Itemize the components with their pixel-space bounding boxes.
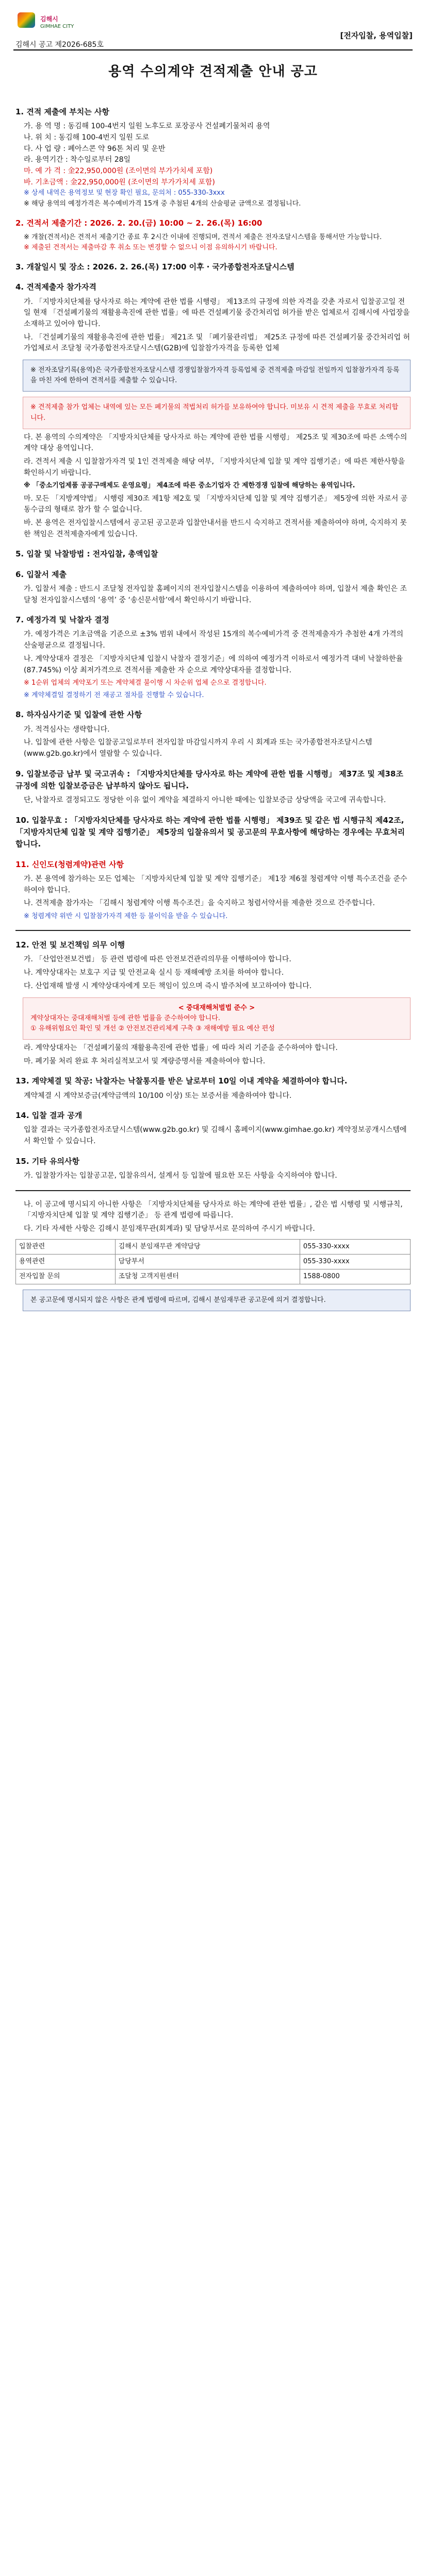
section-heading: 11. 신인도(청렴계약)관련 사항 <box>15 859 124 869</box>
paragraph: 나. 견적제출 참가자는 「김해시 청렴계약 이행 특수조건」을 숙지하고 청렴서약서를 제출한 것으로 간주합니다. <box>24 899 375 908</box>
section-heading: 10. 입찰무효 : 「지방자치단체를 당사자로 하는 계약에 관한 법률 시행령」 제39조 및 같은 법 시행규칙 제42조, 「지방자치단체 입찰 및 계약 집행기준」 제5장의 입찰유의서 및 공고문의 무효사항에 해당하는 경우에는 무효처리합니다. <box>15 815 405 849</box>
table-cell: 김해시 분임재무관 계약담당 <box>115 1239 300 1254</box>
box-line: ① 유해위험요인 확인 및 개선 ② 안전보건관리체계 구축 ③ 재해예방 필요 예산 편성 <box>30 1024 275 1032</box>
note: ※ 청렴계약 위반 시 입찰참가자격 제한 등 불이익을 받을 수 있습니다. <box>24 912 228 921</box>
paragraph: 가. 입찰서 제출 : 반드시 조달청 전자입찰 홈페이지의 전자입찰시스템을 이용하여 제출하여야 하며, 입찰서 제출 확인은 조달청 전자입찰시스템의 ‘용역’ 중 ‘송신문서함’에서 확인하시기 바랍니다. <box>24 584 407 604</box>
section-4 <box>15 281 411 540</box>
table-cell: 055-330-xxxx <box>300 1239 410 1254</box>
note: ※ 제출된 견적서는 제출마감 후 취소 또는 변경할 수 없으니 이점 유의하시기 바랍니다. <box>24 244 277 252</box>
table-cell: 담당부서 <box>115 1255 300 1269</box>
section-1 <box>15 106 411 209</box>
paragraph: 라. 계약상대자는 「건설폐기물의 재활용촉진에 관한 법률」에 따라 처리 기준을 준수하여야 합니다. <box>24 1043 338 1052</box>
table-cell: 조달청 고객지원센터 <box>115 1269 300 1284</box>
table-cell: 용역관련 <box>16 1255 116 1269</box>
paragraph: 나. 계약상대자 결정은 「지방자치단체 입찰시 낙찰자 결정기준」에 의하여 예정가격 이하로서 예정가격 대비 낙찰하한율(87.745%) 이상 최저가격으로 견적서를 제출한 자 순으로 계약상대자를 결정합니다. <box>24 654 403 674</box>
paragraph: 나. 「건설폐기물의 재활용촉진에 관한 법률」 제21조 및 「폐기물관리법」 제25조 규정에 따른 건설폐기물 중간처리업 허가업체로서 조달청 국가종합전자조달시스템(G2B)에 입찰참가자격을 등록한 업체 <box>24 333 410 353</box>
note: ※ 상세 내역은 용역정보 및 현장 확인 필요, 문의처 : 055-330-3xxx <box>24 189 225 197</box>
page-title: 용역 수의계약 견적제출 안내 공고 <box>108 64 318 79</box>
logo-text: 김해시 <box>40 15 58 23</box>
paragraph: 나. 입찰에 관한 사항은 입찰공고일로부터 전자입찰 마감일시까지 우리 시 회계과 또는 국가종합전자조달시스템(www.g2b.go.kr)에서 열람할 수 있습니다. <box>24 738 372 758</box>
info-box: ※ 전자조달기록(용역)은 국가종합전자조달시스템 경쟁입찰참가자격 등록업체 중 견적제출 마감일 전일까지 입찰참가자격 등록을 마친 자에 한하여 견적서를 제출할 수 있습니다. <box>23 360 411 392</box>
section-heading: 4. 견적제출자 참가자격 <box>15 282 96 292</box>
logo-sub: GIMHAE CITY <box>40 24 74 29</box>
paragraph: 가. 예정가격은 기초금액을 기준으로 ±3% 범위 내에서 작성된 15개의 복수예비가격 중 견적제출자가 추첨한 4개 가격의 산술평균으로 결정됩니다. <box>24 630 403 650</box>
paragraph: 라. 견적서 제출 시 입찰참가자격 및 1인 견적제출 해당 여부, 「지방자치단체 입찰 및 계약 집행기준」에 따른 제한사항을 확인하시기 바랍니다. <box>24 457 405 477</box>
paragraph: 입찰 결과는 국가종합전자조달시스템(www.g2b.go.kr) 및 김해시 홈페이지(www.gimhae.go.kr) 계약정보공개시스템에서 확인할 수 있습니다. <box>24 1126 407 1146</box>
note: ※ 개찰(견적서)은 견적서 제출기간 종료 후 2시간 이내에 진행되며, 견적서 제출은 전자조달시스템을 통해서만 가능합니다. <box>24 233 382 241</box>
warning-box: ※ 견적제출 참가 업체는 내역에 있는 모든 폐기물의 적법처리 허가를 보유하여야 합니다. 미보유 시 견적 제출을 무효로 처리합니다. <box>23 397 411 429</box>
paragraph: 마. 모든 「지방계약법」 시행령 제30조 제1항 제2호 및 「지방자치단체 입찰 및 계약 집행기준」 제5장에 의한 자로서 공동수급의 형태로 참가 할 수 없습니다. <box>24 494 408 514</box>
section-heading: 13. 계약체결 및 착공: 낙찰자는 낙찰통지를 받은 날로부터 10일 이내 계약을 체결하여야 합니다. <box>15 1076 348 1086</box>
note: ※ 해당 용역의 예정가격은 복수예비가격 15개 중 추첨된 4개의 산술평균 금액으로 결정됩니다. <box>24 199 301 208</box>
paragraph: 가. 입찰참가자는 입찰공고문, 입찰유의서, 설계서 등 입찰에 필요한 모든 사항을 숙지하여야 합니다. <box>24 1172 337 1180</box>
logo-mark-icon <box>18 12 35 28</box>
section-heading: 12. 안전 및 보건책임 의무 이행 <box>15 940 125 950</box>
safety-box <box>23 997 411 1040</box>
section-2 <box>15 217 411 253</box>
section-8 <box>15 709 411 759</box>
notice-number: 김해시 공고 제2026-685호 <box>15 41 104 49</box>
paragraph: 가. 적격심사는 생략합니다. <box>24 725 110 734</box>
paragraph: 계약체결 시 계약보증금(계약금액의 10/100 이상) 또는 보증서를 제출하여야 합니다. <box>24 1091 292 1100</box>
section-11 <box>15 859 411 922</box>
section-heading: 5. 입찰 및 낙찰방법 : 전자입찰, 총액입찰 <box>15 549 158 559</box>
info-row: 라. 용역기간 : 착수일로부터 28일 <box>24 156 131 164</box>
info-row: 가. 용 역 명 : 동김해 100-4번지 일원 노후도로 포장공사 건설폐기물처리 용역 <box>24 122 270 131</box>
section-7 <box>15 614 411 701</box>
header-rule <box>13 49 413 50</box>
table-cell: 전자입찰 문의 <box>16 1269 116 1284</box>
note: ※ 계약체결일 결정하기 전 재공고 절차를 진행할 수 있습니다. <box>24 691 204 700</box>
section-5 <box>15 548 411 560</box>
box-title: < 중대재해처벌법 준수 > <box>178 1004 255 1012</box>
contact-table <box>15 1239 411 1284</box>
paragraph: 다. 기타 자세한 사항은 김해시 분임재무관(회계과) 및 담당부서로 문의하여 주시기 바랍니다. <box>24 1225 315 1233</box>
table-cell: 입찰관련 <box>16 1239 116 1254</box>
table-row <box>16 1239 411 1254</box>
table-cell: 1588-0800 <box>300 1269 410 1284</box>
box-line: 계약상대자는 중대재해처벌 등에 관한 법률을 준수하여야 합니다. <box>30 1014 220 1022</box>
section-heading: 8. 하자심사기준 및 입찰에 관한 사항 <box>15 710 142 720</box>
paragraph: 나. 계약상대자는 보호구 지급 및 안전교육 실시 등 재해예방 조치를 하여야 합니다. <box>24 969 284 977</box>
table-row <box>16 1255 411 1269</box>
section-12 <box>15 939 411 1067</box>
info-row: 마. 예 가 격 : 金22,950,000원 (조이면의 부가가치세 포함) <box>24 167 213 175</box>
section-heading: 2. 견적서 제출기간 : 2026. 2. 20.(금) 10:00 ~ 2. 26.(목) 16:00 <box>15 218 263 228</box>
info-row: 다. 사 업 량 : 폐아스콘 약 96톤 처리 및 운반 <box>24 144 166 153</box>
paragraph: 가. 「산업안전보건법」 등 관련 법령에 따른 안전보건관리의무를 이행하여야 합니다. <box>24 955 291 964</box>
divider <box>15 1190 411 1191</box>
notice-tags: [전자입찰, 용역입찰] <box>340 31 413 40</box>
info-row: 나. 위 치 : 동김해 100-4번지 일원 도로 <box>24 133 150 142</box>
divider <box>15 930 411 931</box>
section-3 <box>15 261 411 273</box>
paragraph: 가. 「지방자치단체를 당사자로 하는 계약에 관한 법률 시행령」 제13조의 규정에 의한 자격을 갖춘 자로서 입찰공고일 전일 현재 「건설폐기물의 재활용촉진에 관한 법률」에 따른 건설폐기물 중간처리업 허가를 받은 업체로서 김해시에 사업장을 소재하고 있어야 합니다. <box>24 297 410 329</box>
note: ※ 1순위 업체의 계약포기 또는 계약체결 불이행 시 차순위 업체 순으로 결정합니다. <box>24 679 267 687</box>
section-heading: 1. 견적 제출에 부치는 사항 <box>15 107 109 116</box>
section-13 <box>15 1075 411 1101</box>
paragraph: 단, 낙찰자로 결정되고도 정당한 이유 없이 계약을 체결하지 아니한 때에는 입찰보증금 상당액을 국고에 귀속합니다. <box>24 796 386 805</box>
notice-body <box>15 98 411 1314</box>
section-10 <box>15 815 411 851</box>
paragraph: 바. 본 용역은 전자입찰시스템에서 공고된 공고문과 입찰안내서를 반드시 숙지하고 견적서를 제출하여야 하며, 숙지하지 못한 책임은 견적제출자에게 있습니다. <box>24 518 407 538</box>
section-15 <box>15 1156 411 1182</box>
paragraph: 마. 폐기물 처리 완료 후 처리실적보고서 및 계량증명서를 제출하여야 합니다. <box>24 1057 266 1065</box>
paragraph: 가. 본 용역에 참가하는 모든 업체는 「지방자치단체 입찰 및 계약 집행기준」 제1장 제6절 청렴계약 이행 특수조건을 준수하여야 합니다. <box>24 874 407 894</box>
section-heading: 14. 입찰 결과 공개 <box>15 1111 83 1121</box>
paragraph: 나. 이 공고에 명시되지 아니한 사항은 「지방자치단체를 당사자로 하는 계약에 관한 법률」, 같은 법 시행령 및 시행규칙, 「지방자치단체 입찰 및 계약 집행기준」 등 관계 법령에 따릅니다. <box>24 1200 403 1220</box>
section-14 <box>15 1110 411 1147</box>
paragraph: 다. 본 용역의 수의계약은 「지방자치단체를 당사자로 하는 계약에 관한 법률 시행령」 제25조 및 제30조에 따른 소액수의계약 대상 용역입니다. <box>24 433 407 453</box>
table-cell: 055-330-xxxx <box>300 1255 410 1269</box>
table-row <box>16 1269 411 1284</box>
section-heading: 15. 기타 유의사항 <box>15 1156 79 1166</box>
footer-notes <box>15 1199 411 1312</box>
section-heading: 3. 개찰일시 및 장소 : 2026. 2. 26.(목) 17:00 이후 ‧ 국가종합전자조달시스템 <box>15 262 294 272</box>
paragraph: 다. 산업재해 발생 시 계약상대자에게 모든 책임이 있으며 즉시 발주처에 보고하여야 합니다. <box>24 981 312 990</box>
section-heading: 6. 입찰서 제출 <box>15 569 67 579</box>
section-heading: 9. 입찰보증금 납부 및 국고귀속 : 「지방자치단체를 당사자로 하는 계약에 관한 법률 시행령」 제37조 및 제38조 규정에 의한 입찰보증금은 납부하지 않아도 됩니다. <box>15 769 403 791</box>
info-row: 바. 기초금액 : 金22,950,000원 (조이면의 부가가치세 포함) <box>24 178 215 187</box>
section-6 <box>15 569 411 606</box>
paragraph: ※ 「중소기업제품 공공구매제도 운영요령」 제4조에 따른 중소기업자 간 제한경쟁 입찰에 해당하는 용역입니다. <box>24 482 355 490</box>
city-logo <box>13 9 101 41</box>
section-9 <box>15 768 411 806</box>
header <box>13 9 413 56</box>
section-heading: 7. 예정가격 및 낙찰자 결정 <box>15 615 109 625</box>
closing-box: 본 공고문에 명시되지 않은 사항은 관계 법령에 따르며, 김해시 분임재무관 공고문에 의거 결정합니다. <box>23 1290 411 1311</box>
